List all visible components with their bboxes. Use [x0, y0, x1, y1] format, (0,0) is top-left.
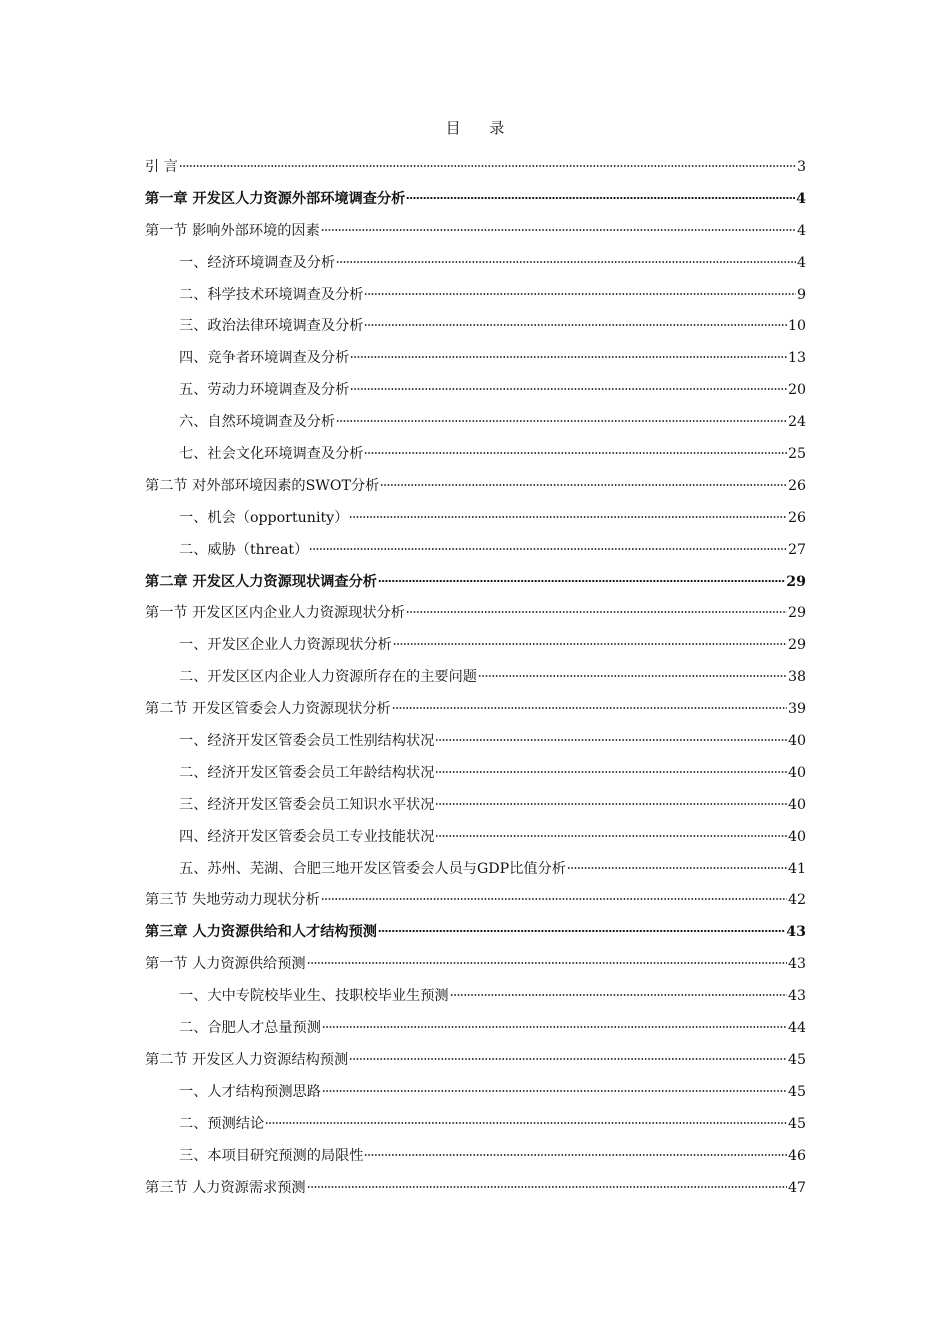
toc-entry-subsection[interactable] — [145, 1112, 806, 1144]
toc-entry-page-number: 45 — [787, 1115, 806, 1132]
toc-entry-page-number: 10 — [787, 318, 806, 335]
toc-entry-label: 第一节 人力资源供给预测 — [145, 956, 306, 973]
toc-entry-label: 二、威胁（threat） — [179, 541, 309, 558]
toc-entry-label: 五、苏州、芜湖、合肥三地开发区管委会人员与GDP比值分析 — [179, 860, 566, 877]
toc-entry-section[interactable] — [145, 888, 806, 920]
toc-dot-leader — [307, 1185, 787, 1189]
toc-entry-page-number: 41 — [787, 860, 806, 877]
toc-entry-chapter[interactable] — [145, 187, 806, 219]
toc-entry-subsection[interactable] — [145, 506, 806, 538]
toc-dot-leader — [478, 674, 787, 678]
toc-dot-leader — [349, 515, 787, 519]
toc-dot-leader — [435, 738, 787, 742]
toc-entry-section[interactable] — [145, 1176, 806, 1208]
toc-dot-leader — [321, 228, 796, 232]
toc-dot-leader — [350, 355, 787, 359]
toc-title: 目 录 — [445, 119, 517, 137]
toc-dot-leader — [364, 1153, 786, 1157]
toc-entry-section[interactable] — [145, 1048, 806, 1080]
toc-entry-label: 三、本项目研究预测的局限性 — [179, 1147, 364, 1164]
toc-dot-leader — [349, 1057, 787, 1061]
toc-entry-label: 第一节 影响外部环境的因素 — [145, 222, 320, 239]
toc-dot-leader — [364, 323, 786, 327]
toc-entry-page-number: 26 — [787, 477, 806, 494]
toc-entry-page-number: 29 — [787, 637, 806, 654]
toc-entry-label: 第一节 开发区区内企业人力资源现状分析 — [145, 605, 405, 622]
toc-dot-leader — [309, 547, 787, 551]
toc-entry-label: 第三节 人力资源需求预测 — [145, 1179, 306, 1196]
toc-entry-label: 六、自然环境调查及分析 — [179, 414, 336, 431]
toc-entry-chapter[interactable] — [145, 570, 806, 602]
toc-entry-section[interactable] — [145, 601, 806, 633]
toc-entry-page-number: 24 — [787, 414, 806, 431]
toc-entry-page-number: 29 — [786, 573, 806, 590]
toc-entry-page-number: 38 — [787, 669, 806, 686]
toc-dot-leader — [378, 929, 785, 933]
toc-entry-subsection[interactable] — [145, 793, 806, 825]
toc-entry-page-number: 25 — [787, 446, 806, 463]
toc-entry-label: 第二节 开发区人力资源结构预测 — [145, 1051, 349, 1068]
toc-dot-leader — [393, 642, 787, 646]
toc-entry-label: 七、社会文化环境调查及分析 — [179, 446, 364, 463]
toc-entry-label: 第二章 开发区人力资源现状调查分析 — [145, 573, 377, 590]
toc-entry-page-number: 46 — [787, 1147, 806, 1164]
toc-entry-chapter[interactable] — [145, 155, 806, 187]
toc-entry-section[interactable] — [145, 219, 806, 251]
toc-entry-subsection[interactable] — [145, 442, 806, 474]
toc-dot-leader — [336, 260, 796, 264]
toc-dot-leader — [380, 483, 787, 487]
toc-entry-page-number: 4 — [796, 190, 806, 207]
toc-entry-page-number: 40 — [787, 733, 806, 750]
toc-dot-leader — [265, 1121, 787, 1125]
toc-entry-label: 一、经济环境调查及分析 — [179, 254, 336, 271]
toc-dot-leader — [350, 387, 787, 391]
toc-entry-page-number: 20 — [787, 382, 806, 399]
toc-entry-page-number: 42 — [787, 892, 806, 909]
toc-entry-label: 三、经济开发区管委会员工知识水平状况 — [179, 796, 435, 813]
toc-dot-leader — [378, 579, 785, 583]
toc-dot-leader — [307, 961, 787, 965]
toc-entry-page-number: 9 — [796, 286, 806, 303]
toc-dot-leader — [435, 770, 787, 774]
toc-entry-page-number: 43 — [786, 924, 806, 941]
toc-dot-leader — [322, 1025, 787, 1029]
toc-dot-leader — [322, 1089, 787, 1093]
toc-entry-page-number: 45 — [787, 1083, 806, 1100]
toc-entry-page-number: 39 — [787, 701, 806, 718]
toc-entry-subsection[interactable] — [145, 984, 806, 1016]
toc-dot-leader — [406, 610, 787, 614]
toc-entry-page-number: 45 — [787, 1051, 806, 1068]
toc-entry-subsection[interactable] — [145, 1144, 806, 1176]
toc-entry-page-number: 40 — [787, 796, 806, 813]
toc-entry-label: 五、劳动力环境调查及分析 — [179, 382, 350, 399]
toc-entry-section[interactable] — [145, 697, 806, 729]
toc-entry-subsection[interactable] — [145, 857, 806, 889]
toc-entry-label: 引 言 — [145, 159, 178, 175]
toc-entry-subsection[interactable] — [145, 1080, 806, 1112]
toc-entry-page-number: 40 — [787, 764, 806, 781]
toc-entry-label: 第二节 对外部环境因素的SWOT分析 — [145, 477, 380, 494]
table-of-contents — [145, 155, 806, 1207]
toc-entry-page-number: 29 — [787, 605, 806, 622]
toc-entry-label: 二、科学技术环境调查及分析 — [179, 286, 364, 303]
toc-dot-leader — [435, 802, 787, 806]
toc-entry-page-number: 43 — [787, 956, 806, 973]
toc-entry-label: 第二节 开发区管委会人力资源现状分析 — [145, 701, 391, 718]
toc-entry-subsection[interactable] — [145, 251, 806, 283]
toc-entry-subsection[interactable] — [145, 761, 806, 793]
toc-entry-label: 一、人才结构预测思路 — [179, 1083, 321, 1100]
toc-entry-page-number: 27 — [787, 541, 806, 558]
toc-entry-page-number: 43 — [787, 988, 806, 1005]
toc-entry-subsection[interactable] — [145, 825, 806, 857]
toc-entry-page-number: 26 — [787, 509, 806, 526]
toc-entry-section[interactable] — [145, 952, 806, 984]
toc-entry-label: 四、经济开发区管委会员工专业技能状况 — [179, 828, 435, 845]
toc-entry-label: 二、预测结论 — [179, 1115, 265, 1132]
toc-entry-page-number: 4 — [796, 254, 806, 271]
toc-entry-page-number: 13 — [787, 350, 806, 367]
toc-dot-leader — [435, 834, 787, 838]
toc-entry-chapter[interactable] — [145, 920, 806, 952]
toc-entry-subsection[interactable] — [145, 314, 806, 346]
toc-entry-label: 一、机会（opportunity） — [179, 509, 349, 526]
toc-entry-subsection[interactable] — [145, 538, 806, 570]
toc-entry-label: 二、合肥人才总量预测 — [179, 1020, 321, 1037]
toc-entry-label: 一、开发区企业人力资源现状分析 — [179, 637, 392, 654]
toc-entry-subsection[interactable] — [145, 283, 806, 315]
toc-entry-subsection[interactable] — [145, 633, 806, 665]
toc-entry-label: 一、经济开发区管委会员工性别结构状况 — [179, 733, 435, 750]
toc-entry-label: 二、经济开发区管委会员工年龄结构状况 — [179, 764, 435, 781]
toc-entry-label: 四、竞争者环境调查及分析 — [179, 350, 350, 367]
toc-entry-label: 三、政治法律环境调查及分析 — [179, 318, 364, 335]
toc-entry-subsection[interactable] — [145, 729, 806, 761]
toc-entry-page-number: 3 — [796, 159, 806, 175]
toc-dot-leader — [392, 706, 787, 710]
toc-entry-page-number: 47 — [787, 1179, 806, 1196]
toc-entry-label: 第三节 失地劳动力现状分析 — [145, 892, 320, 909]
toc-entry-label: 第一章 开发区人力资源外部环境调查分析 — [145, 190, 406, 207]
toc-entry-page-number: 40 — [787, 828, 806, 845]
toc-entry-page-number: 44 — [787, 1020, 806, 1037]
toc-entry-subsection[interactable] — [145, 410, 806, 442]
toc-entry-subsection[interactable] — [145, 1016, 806, 1048]
toc-dot-leader — [364, 451, 786, 455]
toc-dot-leader — [364, 292, 796, 296]
toc-dot-leader — [179, 164, 796, 168]
toc-dot-leader — [406, 196, 795, 200]
toc-entry-section[interactable] — [145, 474, 806, 506]
toc-entry-label: 二、开发区区内企业人力资源所存在的主要问题 — [179, 669, 477, 686]
toc-entry-subsection[interactable] — [145, 378, 806, 410]
toc-entry-label: 一、大中专院校毕业生、技职校毕业生预测 — [179, 988, 449, 1005]
toc-entry-subsection[interactable] — [145, 665, 806, 697]
toc-dot-leader — [336, 419, 787, 423]
toc-entry-label: 第三章 人力资源供给和人才结构预测 — [145, 924, 377, 941]
toc-entry-subsection[interactable] — [145, 346, 806, 378]
toc-dot-leader — [321, 897, 787, 901]
toc-dot-leader — [567, 866, 787, 870]
toc-entry-page-number: 4 — [796, 222, 806, 239]
toc-dot-leader — [450, 993, 787, 997]
